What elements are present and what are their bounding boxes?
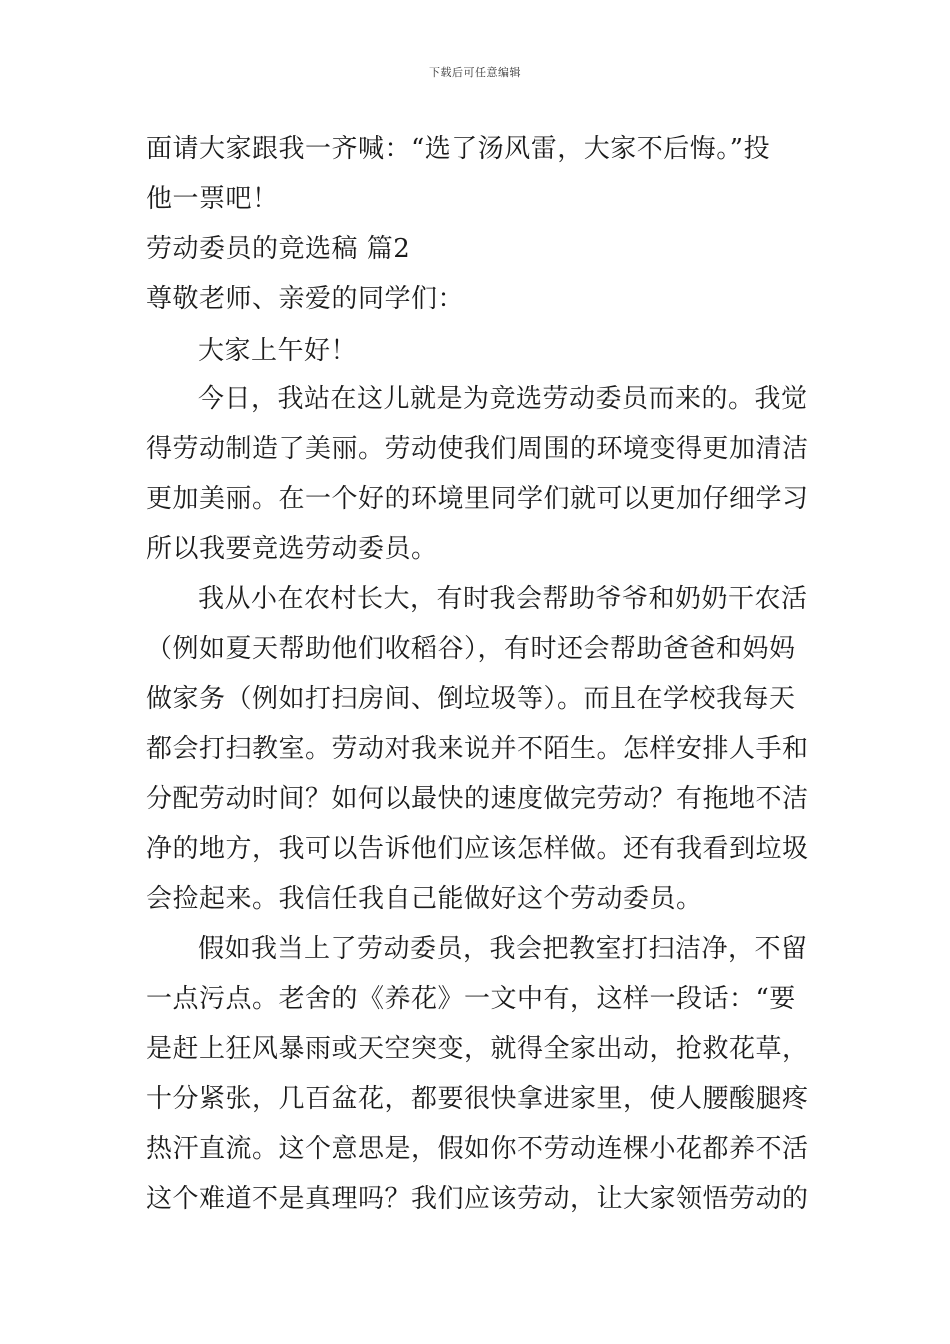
text-line: 净的地方，我可以告诉他们应该怎样做。还有我看到垃圾 — [146, 834, 809, 864]
text-line: 所以我要竞选劳动委员。 — [146, 534, 438, 564]
text-line: 更加美丽。在一个好的环境里同学们就可以更加仔细学习 — [146, 484, 809, 514]
text-line: 我从小在农村长大，有时我会帮助爷爷和奶奶干农活 — [198, 584, 808, 614]
text-line: 是赶上狂风暴雨或天空突变，就得全家出动，抢救花草， — [146, 1034, 809, 1064]
text-line: 会捡起来。我信任我自己能做好这个劳动委员。 — [146, 884, 703, 914]
text-line: 分配劳动时间？如何以最快的速度做完劳动？有拖地不洁 — [146, 784, 809, 814]
text-line: 假如我当上了劳动委员，我会把教室打扫洁净，不留 — [198, 934, 808, 964]
section-title: 劳动委员的竞选稿 篇2 — [146, 234, 411, 264]
header-note: 下载后可任意编辑 — [429, 66, 521, 79]
text-line: 热汗直流。这个意思是，假如你不劳动连棵小花都养不活 — [146, 1134, 809, 1164]
text-line: 一点污点。老舍的《养花》一文中有，这样一段话：“要 — [146, 984, 796, 1014]
text-line: 今日，我站在这儿就是为竞选劳动委员而来的。我觉 — [198, 384, 808, 414]
greeting: 大家上午好！ — [198, 336, 358, 366]
text-line: （例如夏天帮助他们收稻谷），有时还会帮助爸爸和妈妈 — [146, 634, 796, 664]
text-line: 得劳动制造了美丽。劳动使我们周围的环境变得更加清洁 — [146, 434, 809, 464]
text-line: 他一票吧！ — [146, 184, 279, 214]
text-line: 都会打扫教室。劳动对我来说并不陌生。怎样安排人手和 — [146, 734, 809, 764]
text-line: 做家务（例如打扫房间、倒垃圾等）。而且在学校我每天 — [146, 684, 796, 714]
salutation: 尊敬老师、亲爱的同学们： — [146, 284, 465, 314]
text-line: 十分紧张，几百盆花，都要很快拿进家里，使人腰酸腿疼 — [146, 1084, 809, 1114]
text-line: 面请大家跟我一齐喊：“选了汤风雷，大家不后悔。”投 — [146, 134, 771, 164]
text-line: 这个难道不是真理吗？我们应该劳动，让大家领悟劳动的 — [146, 1184, 809, 1214]
